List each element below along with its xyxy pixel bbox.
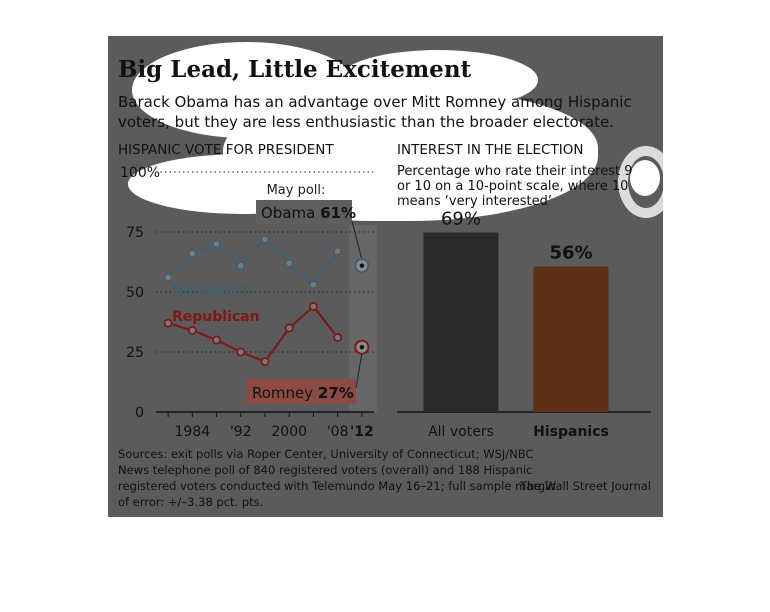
data-point-republican bbox=[286, 324, 293, 331]
right-panel-title: INTEREST IN THE ELECTION bbox=[397, 142, 584, 158]
series-label-democrat: Democrat bbox=[172, 282, 249, 299]
series-line-democrat bbox=[168, 239, 338, 285]
data-point-democrat bbox=[165, 274, 172, 281]
x-tick-label: 1984 bbox=[174, 424, 211, 440]
poll-label: May poll: bbox=[266, 183, 326, 198]
bar-value-label: 56% bbox=[549, 242, 593, 264]
data-point-democrat bbox=[286, 260, 293, 267]
y-tick-label: 0 bbox=[135, 405, 144, 421]
data-point-republican bbox=[189, 327, 196, 334]
bar-all-voters bbox=[424, 233, 499, 412]
data-point-republican bbox=[310, 303, 317, 310]
series-label-republican: Republican bbox=[172, 308, 260, 325]
data-point-democrat bbox=[213, 240, 220, 247]
data-point-democrat bbox=[189, 250, 196, 257]
sources-note: Sources: exit polls via Roper Center, University of Connecticut; WSJ/NBC News telephone poll of 840 registered voters (overall) and 188 Hispanic registered voters conducted with Telemundo May 16–21; full sample margin of error: +/–3.38 pct. pts. bbox=[118, 447, 556, 509]
credit-line: The Wall Street Journal bbox=[519, 479, 651, 493]
romney-callout-label bbox=[252, 384, 354, 402]
obama-callout-label bbox=[261, 204, 356, 222]
bar-category-label: Hispanics bbox=[533, 424, 609, 440]
bar-category-label: All voters bbox=[428, 424, 494, 440]
data-point-democrat bbox=[310, 281, 317, 288]
data-point-democrat bbox=[237, 262, 244, 269]
y-tick-label: 50 bbox=[126, 285, 144, 301]
x-tick-label: '92 bbox=[229, 424, 252, 440]
data-point-republican bbox=[261, 358, 268, 365]
charts-svg bbox=[108, 36, 663, 517]
y-tick-label: 25 bbox=[126, 345, 144, 361]
data-point-republican bbox=[237, 348, 244, 355]
y-tick-label: 100% bbox=[120, 165, 161, 181]
data-point-republican bbox=[334, 334, 341, 341]
obama-value: 61% bbox=[320, 204, 356, 222]
romney-name: Romney bbox=[252, 384, 318, 402]
obama-poll-point-center bbox=[360, 263, 364, 267]
bar-hispanics bbox=[534, 266, 609, 412]
chart-card bbox=[108, 36, 663, 517]
data-point-democrat bbox=[261, 236, 268, 243]
chart-title: Big Lead, Little Excitement bbox=[118, 56, 472, 83]
romney-poll-point-center bbox=[360, 345, 364, 349]
bar-value-label: 69% bbox=[440, 208, 482, 230]
romney-value: 27% bbox=[317, 384, 354, 402]
data-point-republican bbox=[213, 336, 220, 343]
data-point-republican bbox=[165, 320, 172, 327]
x-tick-label: 2000 bbox=[271, 424, 308, 440]
data-point-democrat bbox=[334, 248, 341, 255]
x-tick-label: '12 bbox=[349, 424, 374, 440]
obama-name: Obama bbox=[261, 204, 321, 222]
y-tick-label: 75 bbox=[126, 225, 144, 241]
left-panel-title: HISPANIC VOTE FOR PRESIDENT bbox=[118, 142, 334, 158]
interest-note: Percentage who rate their interest 9 or 10 on a 10-point scale, where 10 means ‘very interested’ bbox=[397, 164, 633, 209]
chart-subtitle: Barack Obama has an advantage over Mitt Romney among Hispanic voters, but they are less enthusiastic than the broader electorate. bbox=[118, 93, 632, 131]
x-tick-label: '08 bbox=[326, 424, 349, 440]
